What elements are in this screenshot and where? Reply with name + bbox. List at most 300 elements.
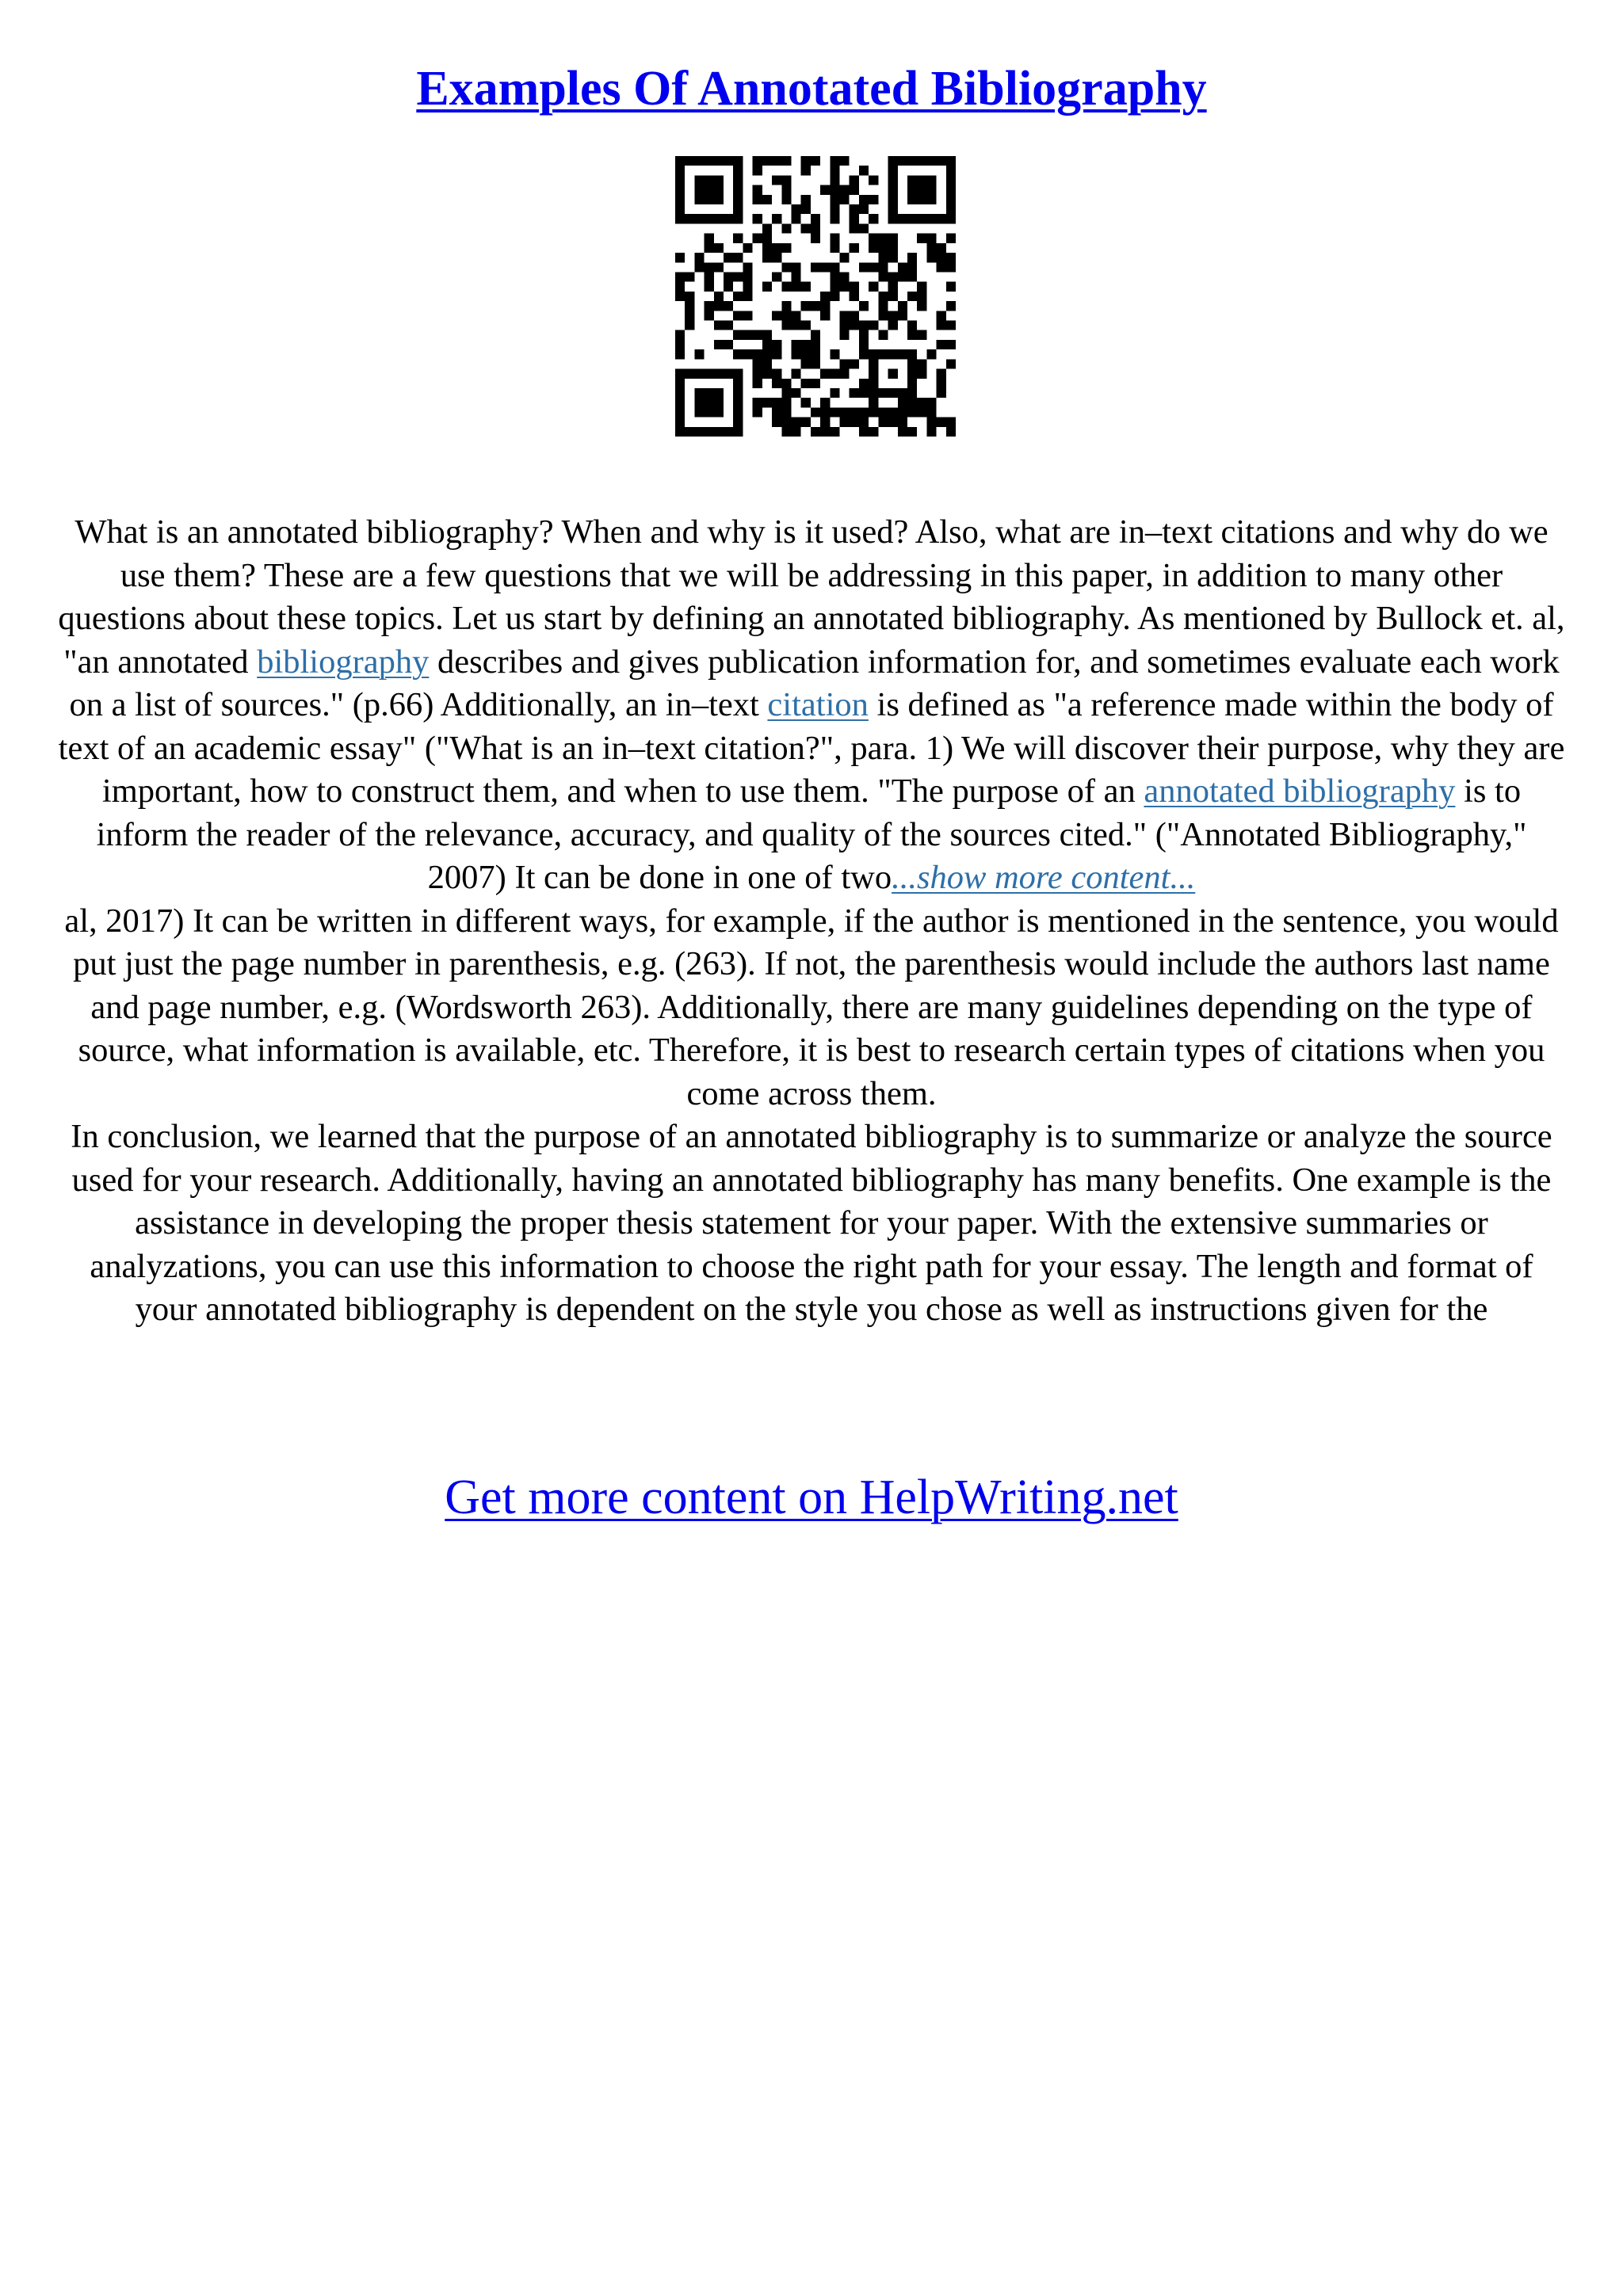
qr-module xyxy=(781,195,791,204)
qr-module xyxy=(685,272,694,281)
qr-module xyxy=(878,292,888,301)
qr-module xyxy=(859,321,869,330)
qr-module xyxy=(878,349,888,359)
qr-module xyxy=(830,388,839,398)
qr-module xyxy=(907,272,917,281)
qr-module xyxy=(675,253,685,262)
qr-module xyxy=(685,321,694,330)
qr-module xyxy=(878,330,888,340)
qr-module xyxy=(801,418,811,427)
qr-module xyxy=(714,292,724,301)
qr-module xyxy=(907,359,917,368)
qr-module xyxy=(840,321,850,330)
qr-module xyxy=(801,223,811,233)
link-bibliography[interactable]: bibliography xyxy=(257,643,430,681)
qr-module xyxy=(869,388,878,398)
qr-module xyxy=(888,195,898,204)
qr-module xyxy=(840,272,850,281)
qr-module xyxy=(946,262,956,272)
qr-module xyxy=(733,418,743,427)
qr-module xyxy=(926,398,936,407)
qr-module xyxy=(926,418,936,427)
qr-module xyxy=(869,379,878,388)
qr-module xyxy=(820,407,830,417)
qr-module xyxy=(772,369,781,379)
qr-module xyxy=(705,272,714,281)
qr-module xyxy=(850,292,859,301)
qr-module xyxy=(820,292,830,301)
qr-module xyxy=(878,311,888,320)
qr-module xyxy=(781,427,791,437)
qr-module xyxy=(888,418,898,427)
qr-module xyxy=(714,340,724,349)
qr-module xyxy=(685,301,694,311)
qr-module xyxy=(801,321,811,330)
qr-module xyxy=(830,175,839,185)
qr-module xyxy=(714,301,724,311)
qr-module xyxy=(946,301,956,311)
qr-module xyxy=(926,234,936,243)
qr-module xyxy=(850,204,859,214)
qr-module xyxy=(946,282,956,292)
qr-module xyxy=(926,175,936,185)
qr-module xyxy=(888,253,898,262)
qr-module xyxy=(946,321,956,330)
qr-module xyxy=(753,234,762,243)
qr-module xyxy=(917,175,926,185)
qr-code-image xyxy=(675,156,956,437)
qr-module xyxy=(705,388,714,398)
title-link[interactable]: Examples Of Annotated Bibliography xyxy=(416,62,1207,116)
qr-module xyxy=(946,175,956,185)
qr-module xyxy=(694,214,704,223)
qr-module xyxy=(830,195,839,204)
qr-module xyxy=(878,418,888,427)
qr-module xyxy=(791,427,800,437)
qr-module xyxy=(937,369,946,379)
qr-module xyxy=(743,262,752,272)
qr-module xyxy=(762,369,772,379)
qr-module xyxy=(733,349,743,359)
qr-module xyxy=(869,398,878,407)
qr-module xyxy=(946,427,956,437)
qr-module xyxy=(714,243,724,253)
qr-module xyxy=(830,204,839,214)
qr-module xyxy=(840,253,850,262)
qr-module xyxy=(762,349,772,359)
qr-module xyxy=(762,195,772,204)
qr-module xyxy=(705,369,714,379)
qr-module xyxy=(714,407,724,417)
qr-module xyxy=(859,204,869,214)
qr-module xyxy=(917,185,926,195)
qr-module xyxy=(705,156,714,166)
qr-module xyxy=(724,272,733,281)
qr-module xyxy=(753,330,762,340)
qr-module xyxy=(753,166,762,175)
qr-module xyxy=(772,340,781,349)
qr-module xyxy=(791,349,800,359)
qr-module xyxy=(907,195,917,204)
qr-module xyxy=(675,166,685,175)
qr-module xyxy=(685,214,694,223)
qr-module xyxy=(937,156,946,166)
paragraph-intro: What is an annotated bibliography? When and why is it used? Also, what are in–text citations and why do we use them? These are a few questions that we will be addressing in this paper, in addition to many other questions about these topics. Let us start by defining an annotated bibliography. As mentioned by Bullock et. al, "an annotated bibliography describes and gives publication information for, and sometimes evaluate each work on a list of sources." (p.66) Additionally, an in–text citation is defined as "a reference made within the body of text of an academic essay" ("What is an in–text citation?", para. 1) We will discover their purpose, why they are important, how to construct them, and when to use them. "The purpose of an annotated bibliography is to inform the reader of the relevance, accuracy, and quality of the sources cited." ("Annotated Bibliography," 2007) It can be done in one of two...show more content... xyxy=(58,513,1565,896)
qr-module xyxy=(830,282,839,292)
qr-module xyxy=(888,407,898,417)
qr-module xyxy=(811,223,820,233)
qr-module xyxy=(888,204,898,214)
qr-module xyxy=(733,166,743,175)
qr-module xyxy=(762,243,772,253)
qr-module xyxy=(946,156,956,166)
qr-module xyxy=(733,369,743,379)
qr-module xyxy=(859,223,869,233)
qr-module xyxy=(724,369,733,379)
qr-module xyxy=(675,330,685,340)
qr-module xyxy=(850,407,859,417)
qr-module xyxy=(898,311,907,320)
qr-module xyxy=(859,301,869,311)
footer-cta xyxy=(0,1466,1623,1529)
qr-module xyxy=(820,369,830,379)
qr-module xyxy=(869,427,878,437)
qr-module xyxy=(888,243,898,253)
qr-module xyxy=(724,156,733,166)
qr-module xyxy=(926,253,936,262)
qr-module xyxy=(772,214,781,223)
qr-module xyxy=(888,388,898,398)
qr-module xyxy=(888,311,898,320)
qr-module xyxy=(850,214,859,223)
qr-module xyxy=(675,407,685,417)
qr-module xyxy=(937,379,946,388)
qr-module xyxy=(878,243,888,253)
qr-module xyxy=(714,156,724,166)
qr-module xyxy=(878,262,888,272)
qr-module xyxy=(820,301,830,311)
qr-module xyxy=(917,359,926,368)
qr-module xyxy=(675,427,685,437)
qr-module xyxy=(840,195,850,204)
qr-module xyxy=(694,253,704,262)
qr-module xyxy=(917,234,926,243)
qr-module xyxy=(937,388,946,398)
qr-module xyxy=(850,185,859,195)
qr-module xyxy=(733,388,743,398)
qr-module xyxy=(772,156,781,166)
qr-module xyxy=(907,369,917,379)
qr-module xyxy=(859,340,869,349)
qr-module xyxy=(675,418,685,427)
qr-module xyxy=(714,262,724,272)
qr-module xyxy=(917,214,926,223)
qr-module xyxy=(917,398,926,407)
qr-module xyxy=(733,311,743,320)
link-citation[interactable]: citation xyxy=(767,686,869,723)
qr-module xyxy=(859,427,869,437)
qr-module xyxy=(878,234,888,243)
qr-module xyxy=(878,272,888,281)
qr-module xyxy=(946,340,956,349)
qr-module xyxy=(850,388,859,398)
qr-module xyxy=(917,195,926,204)
page-title xyxy=(0,57,1623,120)
qr-module xyxy=(762,359,772,368)
qr-module xyxy=(811,427,820,437)
qr-module xyxy=(888,156,898,166)
qr-module xyxy=(820,427,830,437)
qr-module xyxy=(705,398,714,407)
qr-module xyxy=(772,418,781,427)
qr-module xyxy=(733,185,743,195)
qr-module xyxy=(675,398,685,407)
qr-module xyxy=(705,262,714,272)
qr-module xyxy=(850,418,859,427)
qr-module xyxy=(675,349,685,359)
qr-module xyxy=(733,398,743,407)
qr-module xyxy=(781,175,791,185)
qr-module xyxy=(762,282,772,292)
qr-module xyxy=(714,195,724,204)
qr-module xyxy=(907,175,917,185)
qr-module xyxy=(743,311,752,320)
qr-module xyxy=(850,223,859,233)
qr-module xyxy=(869,359,878,368)
qr-module xyxy=(888,185,898,195)
qr-module xyxy=(946,253,956,262)
qr-module xyxy=(801,204,811,214)
qr-module xyxy=(705,214,714,223)
qr-module xyxy=(705,301,714,311)
qr-module xyxy=(733,379,743,388)
qr-module xyxy=(946,204,956,214)
qr-module xyxy=(898,427,907,437)
qr-module xyxy=(830,243,839,253)
qr-module xyxy=(811,379,820,388)
qr-module xyxy=(926,185,936,195)
qr-module xyxy=(946,195,956,204)
qr-module xyxy=(926,349,936,359)
qr-module xyxy=(811,359,820,368)
qr-module xyxy=(811,340,820,349)
qr-module xyxy=(714,175,724,185)
qr-module xyxy=(714,369,724,379)
paragraph-conclusion: In conclusion, we learned that the purpose of an annotated bibliography is to summarize or analyze the source used for your research. Additionally, having an annotated bibliography has many benefits. One example is the assistance in developing the proper thesis statement for your paper. With the extensive summaries or analyzations, you can use this information to choose the right path for your essay. The length and format of your annotated bibliography is dependent on the style you chose as well as instructions given for the xyxy=(71,1118,1552,1328)
qr-module xyxy=(694,407,704,417)
qr-module xyxy=(733,427,743,437)
qr-module xyxy=(907,398,917,407)
qr-module xyxy=(926,156,936,166)
qr-module xyxy=(781,379,791,388)
qr-module xyxy=(937,418,946,427)
get-more-content-link[interactable]: Get more content on HelpWriting.net xyxy=(445,1470,1178,1524)
qr-module xyxy=(869,349,878,359)
qr-module xyxy=(926,427,936,437)
qr-module xyxy=(850,243,859,253)
show-more-link[interactable]: ...show more content... xyxy=(892,859,1196,896)
qr-module xyxy=(859,418,869,427)
qr-module xyxy=(888,369,898,379)
qr-module xyxy=(753,185,762,195)
qr-module xyxy=(898,398,907,407)
qr-module xyxy=(772,349,781,359)
qr-module xyxy=(830,156,839,166)
qr-module xyxy=(869,214,878,223)
qr-module xyxy=(733,195,743,204)
qr-module xyxy=(917,156,926,166)
qr-module xyxy=(743,349,752,359)
qr-module xyxy=(772,311,781,320)
qr-module xyxy=(850,321,859,330)
qr-module xyxy=(762,330,772,340)
qr-module xyxy=(907,185,917,195)
qr-module xyxy=(753,398,762,407)
qr-module xyxy=(724,282,733,292)
qr-module xyxy=(830,407,839,417)
qr-module xyxy=(840,359,850,368)
qr-module xyxy=(781,185,791,195)
qr-module xyxy=(762,340,772,349)
qr-module xyxy=(859,330,869,340)
qr-module xyxy=(830,427,839,437)
qr-module xyxy=(705,282,714,292)
qr-module xyxy=(753,359,762,368)
qr-module xyxy=(830,369,839,379)
paragraph-citations: al, 2017) It can be written in different ways, for example, if the author is mentioned in the sentence, you would put just the page number in parenthesis, e.g. (263). If not, the parenthesis would include the authors last name and page number, e.g. (Wordsworth 263). Additionally, there are many guidelines depending on the type of source, what information is available, etc. Therefore, it is best to research certain types of citations when you come across them. xyxy=(64,902,1559,1112)
qr-module xyxy=(907,321,917,330)
qr-module xyxy=(781,223,791,233)
qr-module xyxy=(675,369,685,379)
qr-module xyxy=(743,330,752,340)
qr-module xyxy=(869,175,878,185)
qr-module xyxy=(946,214,956,223)
qr-module xyxy=(791,311,800,320)
qr-module xyxy=(685,311,694,320)
qr-module xyxy=(705,234,714,243)
qr-module xyxy=(840,418,850,427)
qr-module xyxy=(801,349,811,359)
qr-module xyxy=(772,407,781,417)
qr-module xyxy=(685,292,694,301)
qr-module xyxy=(907,407,917,417)
qr-module xyxy=(820,185,830,195)
qr-module xyxy=(811,234,820,243)
qr-module xyxy=(869,234,878,243)
qr-module xyxy=(762,223,772,233)
qr-module xyxy=(685,369,694,379)
qr-module xyxy=(714,388,724,398)
qr-module xyxy=(694,398,704,407)
qr-module xyxy=(781,301,791,311)
link-annotated-bibliography[interactable]: annotated bibliography xyxy=(1144,772,1456,810)
qr-module xyxy=(898,418,907,427)
qr-module xyxy=(733,253,743,262)
qr-module xyxy=(694,156,704,166)
qr-module xyxy=(705,407,714,417)
qr-module xyxy=(791,272,800,281)
qr-module xyxy=(811,262,820,272)
qr-module xyxy=(888,214,898,223)
qr-module xyxy=(917,301,926,311)
qr-module xyxy=(791,321,800,330)
qr-module xyxy=(705,195,714,204)
qr-module xyxy=(675,340,685,349)
qr-module xyxy=(753,214,762,223)
qr-module xyxy=(869,243,878,253)
qr-module xyxy=(733,330,743,340)
qr-module xyxy=(898,388,907,398)
qr-module xyxy=(733,156,743,166)
qr-module xyxy=(840,282,850,292)
qr-module xyxy=(830,185,839,195)
qr-module xyxy=(946,418,956,427)
qr-module xyxy=(859,379,869,388)
qr-module xyxy=(937,321,946,330)
qr-module xyxy=(811,156,820,166)
qr-module xyxy=(801,166,811,175)
qr-module xyxy=(907,292,917,301)
qr-module xyxy=(888,282,898,292)
qr-module xyxy=(694,369,704,379)
qr-module xyxy=(772,175,781,185)
qr-module xyxy=(781,262,791,272)
qr-module xyxy=(694,185,704,195)
qr-module xyxy=(781,398,791,407)
qr-module xyxy=(743,243,752,253)
qr-module xyxy=(878,388,888,398)
qr-module xyxy=(675,156,685,166)
qr-module xyxy=(762,156,772,166)
qr-module xyxy=(830,262,839,272)
qr-module xyxy=(937,214,946,223)
qr-module xyxy=(820,262,830,272)
qr-module xyxy=(850,282,859,292)
qr-module xyxy=(753,195,762,204)
qr-module xyxy=(714,185,724,195)
qr-module xyxy=(859,407,869,417)
qr-module xyxy=(801,398,811,407)
qr-module xyxy=(724,340,733,349)
qr-module xyxy=(694,388,704,398)
qr-module xyxy=(898,272,907,281)
qr-module xyxy=(675,282,685,292)
qr-module xyxy=(898,301,907,311)
qr-module xyxy=(811,349,820,359)
qr-module xyxy=(946,166,956,175)
qr-module xyxy=(907,379,917,388)
qr-module xyxy=(801,340,811,349)
qr-module xyxy=(917,282,926,292)
qr-module xyxy=(869,369,878,379)
qr-module xyxy=(869,282,878,292)
qr-module xyxy=(714,214,724,223)
qr-module xyxy=(937,243,946,253)
qr-module xyxy=(907,156,917,166)
qr-module xyxy=(840,407,850,417)
qr-module xyxy=(675,185,685,195)
qr-module xyxy=(772,272,781,281)
qr-module xyxy=(917,407,926,417)
qr-module xyxy=(898,407,907,417)
qr-module xyxy=(859,349,869,359)
qr-module xyxy=(926,243,936,253)
qr-module xyxy=(781,388,791,398)
qr-module xyxy=(743,292,752,301)
qr-module xyxy=(926,214,936,223)
qr-module xyxy=(694,175,704,185)
qr-module xyxy=(781,311,791,320)
